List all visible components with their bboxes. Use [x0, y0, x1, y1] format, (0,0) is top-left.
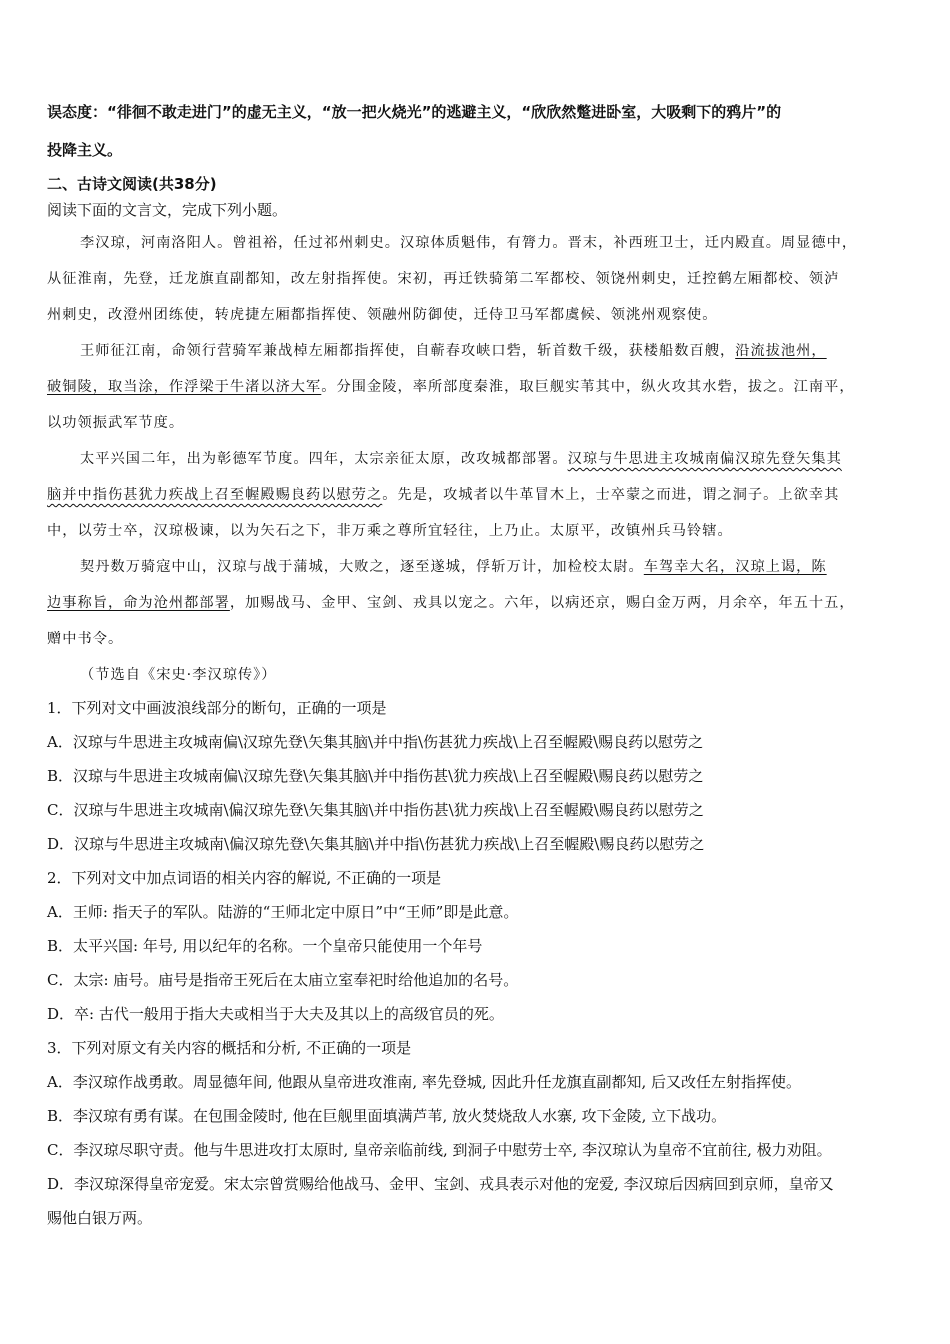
instruction: 阅读下面的文言文，完成下列小题。 [47, 201, 288, 219]
underlined-sentence: 沿流拔池州， [735, 343, 827, 359]
attitude-line-2: 投降主义。 [47, 141, 123, 159]
question-2-option-b: B．太平兴国: 年号, 用以纪年的名称。一个皇帝只能使用一个年号 [47, 937, 483, 955]
passage-p2-line-1 [80, 340, 827, 360]
question-2-option-c: C．太宗: 庙号。庙号是指帝王死后在太庙立室奉祀时给他追加的名号。 [47, 971, 519, 989]
passage-p4-line-2 [47, 592, 855, 612]
passage-p1-line-2: 从征淮南，先登，迁龙旗直副都知，改左射指挥使。宋初，再迁铁骑第二军都校、领饶州刺史，迁控鹤左厢都校、领泸 [47, 271, 840, 287]
section-heading: 二、古诗文阅读(共38分) [47, 175, 217, 193]
passage-p3-text: 。先是，攻城者以牛革冒木上，士卒蒙之而进，谓之洞子。上欲幸其 [382, 487, 840, 503]
question-3-option-d-cont: 赐他白银万两。 [47, 1209, 153, 1227]
question-2-option-d: D．卒: 古代一般用于指大夫或相当于大夫及其以上的高级官员的死。 [47, 1005, 504, 1023]
question-1-option-c: C．汉琼与牛思进主攻城南\偏汉琼先登\矢集其脑\并中指伤甚\犹力疾战\上召至幄殿\赐良药以慰劳之 [47, 801, 704, 819]
passage-p3-line-2 [47, 484, 839, 504]
question-2-option-a: A．王师: 指天子的军队。陆游的“王师北定中原日”中“王师”即是此意。 [47, 903, 519, 921]
passage-p4-text: 契丹数万骑寇中山，汉琼与战于蒲城，大败之，逐至遂城，俘斩万计，加检校太尉。 [80, 559, 644, 575]
wavy-underlined-sentence: 脑并中指伤甚犹力疾战上召至幄殿赐良药以慰劳之 [47, 487, 383, 503]
question-1-option-a: A．汉琼与牛思进主攻城南偏\汉琼先登\矢集其脑\并中指\伤甚犹力疾战\上召至幄殿\赐良药以慰劳之 [47, 733, 704, 751]
passage-p3-text: 太平兴国二年，出为彰德军节度。四年，太宗亲征太原，改攻城都部署。 [80, 451, 568, 467]
passage-p3-line-1 [80, 448, 842, 468]
passage-p4-line-3: 赠中书令。 [47, 631, 124, 647]
question-3-stem: 3．下列对原文有关内容的概括和分析, 不正确的一项是 [47, 1039, 412, 1057]
question-1-option-b: B．汉琼与牛思进主攻城南偏\汉琼先登\矢集其脑\并中指伤甚\犹力疾战\上召至幄殿\赐良药以慰劳之 [47, 767, 704, 785]
question-1-stem: 1．下列对文中画波浪线部分的断句，正确的一项是 [47, 699, 387, 717]
passage-p3-line-3: 中，以劳士卒，汉琼极谏，以为矢石之下，非万乘之尊所宜轻往，上乃止。太原平，改镇州兵马铃辖。 [47, 523, 733, 539]
underlined-sentence: 边事称旨，命为沧州都部署 [47, 595, 230, 611]
passage-source: （节选自《宋史·李汉琼传》） [80, 667, 277, 683]
wavy-underlined-sentence: 汉琼与牛思进主攻城南偏汉琼先登矢集其 [567, 451, 842, 467]
attitude-line-1: 误态度：“徘徊不敢走进门”的虚无主义，“放一把火烧光”的逃避主义，“欣欣然蹩进卧室，大吸剩下的鸦片”的 [47, 103, 782, 121]
passage-p4-text: ，加赐战马、金甲、宝剑、戎具以宠之。六年，以病还京，赐白金万两，月余卒，年五十五， [229, 595, 855, 611]
question-3-option-c: C．李汉琼尽职守责。他与牛思进攻打太原时, 皇帝亲临前线, 到洞子中慰劳士卒, 李汉琼认为皇帝不宜前往, 极力劝阻。 [47, 1141, 832, 1159]
passage-p1-line-3: 州刺史，改澄州团练使，转虎捷左厢都指挥使、领融州防御使，迁侍卫马军都虞候、领洮州观察使。 [47, 307, 718, 323]
underlined-sentence: 破铜陵，取当涂，作浮梁于牛渚以济大军 [47, 379, 322, 395]
passage-p2-line-2 [47, 376, 855, 396]
question-3-option-a: A．李汉琼作战勇敢。周显德年间, 他跟从皇帝进攻淮南, 率先登城, 因此升任龙旗直副都知, 后又改任左射指挥使。 [47, 1073, 801, 1091]
passage-p2-text: 。分围金陵，率所部度秦淮，取巨舰实苇其中，纵火攻其水砦，拔之。江南平， [321, 379, 855, 395]
question-1-option-d: D．汉琼与牛思进主攻城南\偏汉琼先登\矢集其脑\并中指\伤甚犹力疾战\上召至幄殿\赐良药以慰劳之 [47, 835, 705, 853]
question-2-stem: 2．下列对文中加点词语的相关内容的解说, 不正确的一项是 [47, 869, 442, 887]
passage-p2-text: 王师征江南，命领行营骑军兼战棹左厢都指挥使，自蕲春攻峡口砦，斩首数千级，获楼船数百艘， [80, 343, 736, 359]
passage-p1-line-1: 李汉琼，河南洛阳人。曾祖裕，任过祁州刺史。汉琼体质魁伟，有膂力。晋末，补西班卫士，迁内殿直。周显德中， [80, 235, 858, 251]
question-3-option-d: D．李汉琼深得皇帝宠爱。宋太宗曾赏赐给他战马、金甲、宝剑、戎具表示对他的宠爱, 李汉琼后因病回到京师，皇帝又 [47, 1175, 834, 1193]
passage-p2-line-3: 以功领振武军节度。 [47, 415, 185, 431]
underlined-sentence: 车驾幸大名，汉琼上谒，陈 [643, 559, 827, 575]
passage-p4-line-1 [80, 556, 827, 576]
question-3-option-b: B．李汉琼有勇有谋。在包围金陵时, 他在巨舰里面填满芦苇, 放火焚烧敌人水寨, 攻下金陵, 立下战功。 [47, 1107, 727, 1125]
